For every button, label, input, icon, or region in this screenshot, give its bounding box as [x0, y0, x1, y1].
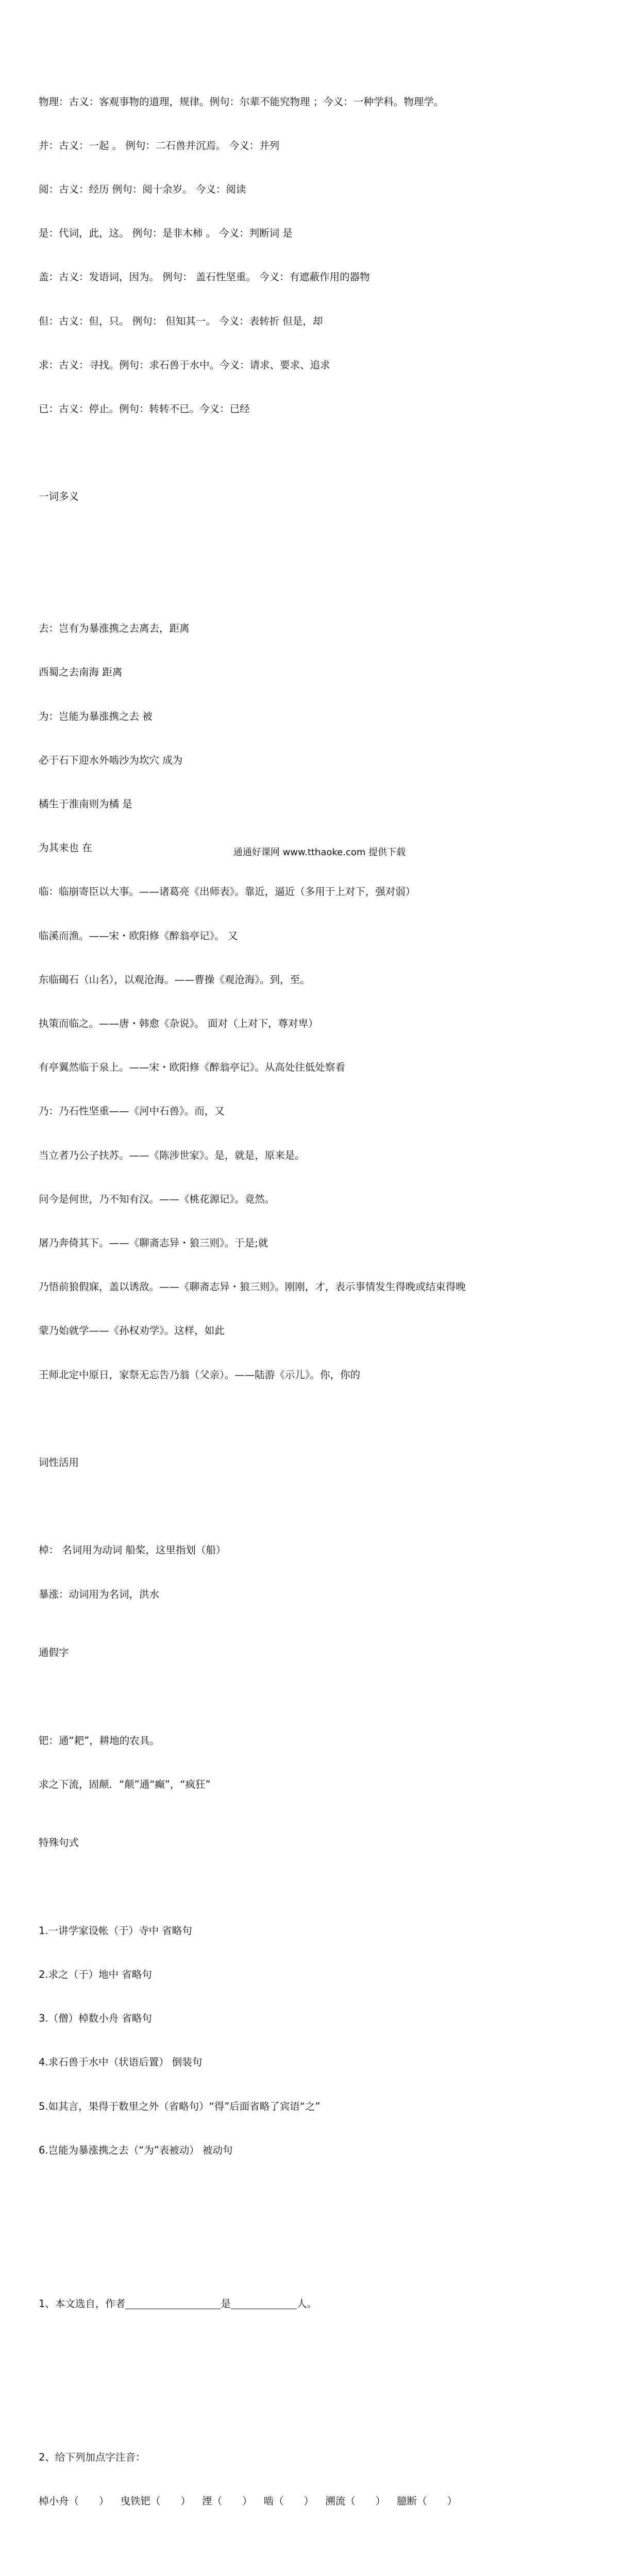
text-line: 但：古义：但，只。 例句： 但知其一。 今义：表转折 但是，却	[39, 315, 323, 327]
yi-ci-duo-yi-section	[39, 592, 611, 1411]
footer: 通通好课网 www.tthaoke.com 提供下载	[233, 847, 406, 858]
pinyin-item[interactable]: 曳铁钯（ ）	[120, 2495, 191, 2507]
text-line: 2.求之（于）地中 省略句	[39, 1969, 152, 1981]
text-line: 王师北定中原日，家祭无忘告乃翁（父亲）。——陆游《示儿》。你，你的	[39, 1368, 361, 1381]
text-line: 盖：古义：发语词，因为。 例句： 盖石性坚重。 今义：有遮蔽作用的器物	[39, 271, 370, 283]
text-line: 已：古义：停止。例句：转转不已。今义：已经	[39, 403, 250, 415]
text-line: 蒙乃始就学——《孙权劝学》。这样，如此	[39, 1325, 225, 1337]
document-body	[39, 36, 611, 2576]
q1-place-blank[interactable]	[231, 2298, 297, 2309]
text-line: 去：岂有为暴涨携之去离去，距离	[39, 622, 190, 635]
text-line: 为：岂能为暴涨携之去 被	[39, 710, 153, 722]
text-line: 临：临崩寄臣以大事。——诸葛亮《出师表》。靠近，逼近（多用于上对下，强对弱）	[39, 886, 416, 898]
section-heading: 一词多义	[39, 490, 79, 503]
text-line: 为其来也 在	[39, 842, 92, 854]
question-1	[39, 2297, 611, 2311]
text-line: 棹： 名词用为动词 船桨，这里指划（船）	[39, 1544, 226, 1556]
text-line: 4.求石兽于水中（状语后置） 倒装句	[39, 2056, 203, 2069]
pinyin-item[interactable]: 溯流（ ）	[325, 2495, 386, 2507]
text-line: 西蜀之去南海 距离	[39, 666, 123, 679]
section-heading: 词性活用	[39, 1456, 79, 1468]
text-line: 钯：通“耙”，耕地的农具。	[39, 1734, 160, 1747]
text-line: 执策而临之。——唐・韩愈《杂说》。 面对（上对下，尊对卑）	[39, 1017, 318, 1029]
text-line: 3.（僧）棹数小舟 省略句	[39, 2012, 152, 2025]
gu-jin-yi-section	[39, 65, 611, 446]
text-line: 6.岂能为暴涨携之去（“为”表被动） 被动句	[39, 2144, 233, 2156]
text-line: 有亭翼然临于泉上。——宋・欧阳修《醉翁亭记》。从高处往低处察看	[39, 1061, 345, 1074]
text-line: 并：古义：一起 。 例句：二石兽并沉焉。 今义：并列	[39, 139, 280, 151]
question-2-items	[39, 2494, 611, 2509]
text-line: 阅：古义：经历 例句：阅十余岁。 今义：阅读	[39, 183, 246, 196]
text-line: 问今是何世，乃不知有汉。——《桃花源记》。竟然。	[39, 1193, 275, 1205]
q1-author-blank[interactable]	[125, 2298, 221, 2309]
text-line: 乃：乃石性坚重——《河中石兽》。而，又	[39, 1105, 225, 1117]
text-line: 1.一讲学家设帐（于）寺中 省略句	[39, 1924, 192, 1937]
pinyin-item[interactable]: 臆断（ ）	[397, 2495, 458, 2507]
text-line: 东临碣石（山名），以观沧海。——曹操《观沧海》。到，至。	[39, 973, 310, 986]
pinyin-item[interactable]: 啮（ ）	[263, 2495, 314, 2507]
section-heading: 通假字	[39, 1647, 69, 1659]
text-line: 橘生于淮南则为橘 是	[39, 798, 132, 810]
q1-suffix: 人。	[296, 2297, 317, 2310]
text-line: 求：古义：寻找。例句：求石兽于水中。今义：请求、要求、追求	[39, 359, 330, 371]
q1-prefix: 1、本文选自，作者	[39, 2297, 126, 2310]
text-line: 乃悟前狼假寐，盖以诱敌。——《聊斋志异・狼三则》。刚刚，才，表示事情发生得晚或结束得晚	[39, 1281, 466, 1293]
text-line: 当立者乃公子扶苏。——《陈涉世家》。是，就是，原来是。	[39, 1149, 305, 1161]
text-line: 5.如其言，果得于数里之外（省略句）“得”后面省略了宾语“之”	[39, 2100, 321, 2112]
question-2-title: 2、给下列加点字注音：	[39, 2451, 146, 2463]
pinyin-item[interactable]: 湮（ ）	[202, 2495, 253, 2507]
text-line: 物理：古义：客观事物的道理，规律。例句：尔辈不能究物理 ；今义：一种学科。物理学。	[39, 95, 444, 108]
text-line: 是：代词，此，这。 例句：是非木柿 。 今义：判断词 是	[39, 227, 293, 240]
text-line: 临溪而渔。——宋・欧阳修《醉翁亭记》。 又	[39, 929, 238, 942]
text-line: 求之下流，固颠．“颠”通“癫”，“疯狂”	[39, 1778, 211, 1790]
section-heading: 特殊句式	[39, 1837, 79, 1849]
q1-mid: 是	[221, 2297, 231, 2310]
pinyin-item[interactable]: 棹小舟（ ）	[39, 2495, 109, 2507]
text-line: 屠乃奔倚其下。——《聊斋志异・狼三则》。于是;就	[39, 1236, 268, 1249]
text-line: 必于石下迎水外啮沙为坎穴 成为	[39, 754, 183, 766]
text-line: 暴涨：动词用为名词，洪水	[39, 1588, 160, 1600]
